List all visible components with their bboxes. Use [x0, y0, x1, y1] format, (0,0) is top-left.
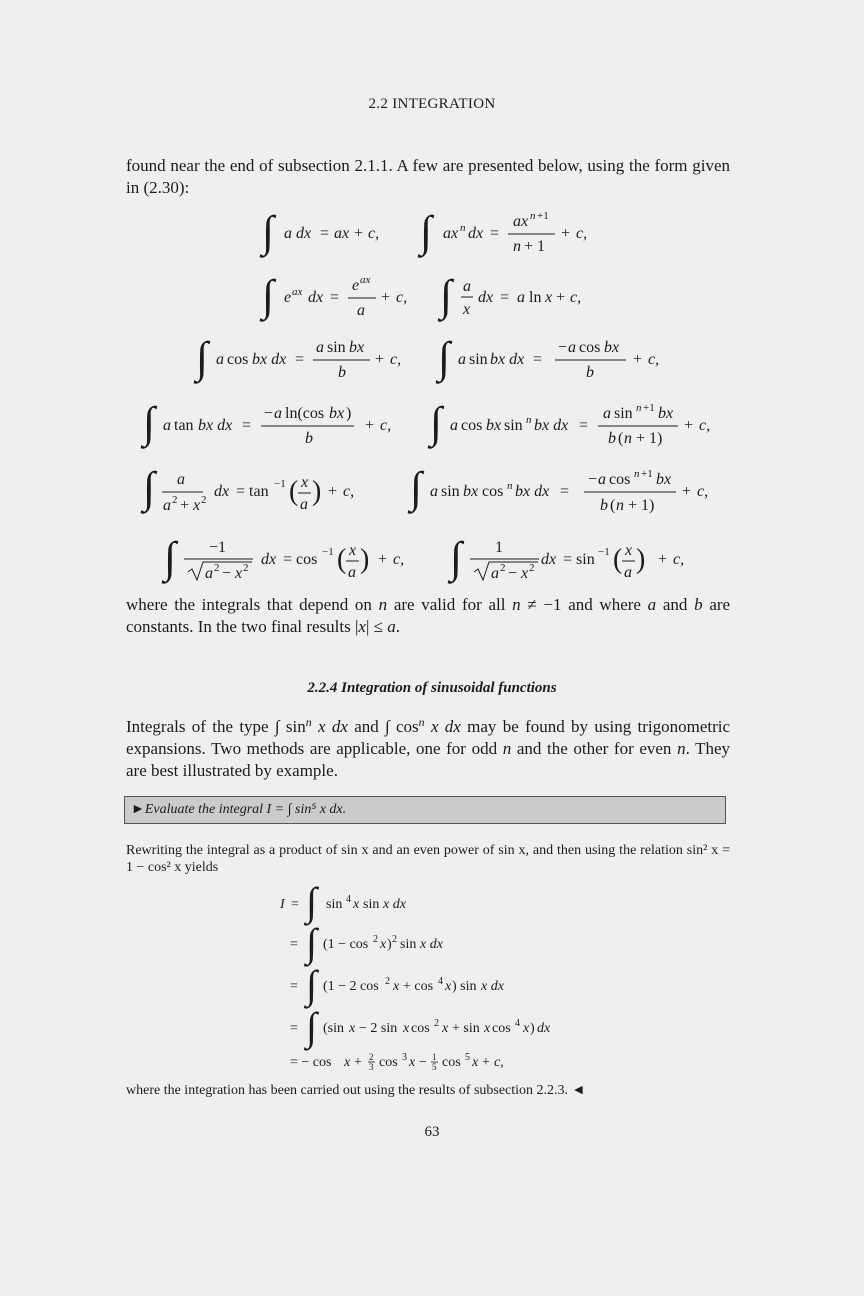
svg-text:∫: ∫ [143, 463, 156, 512]
svg-text:2: 2 [172, 494, 178, 506]
rewrite-explanation: Rewriting the integral as a product of sin x and an even power of sin x, and then using the relation sin² x = 1 − cos² x yields [126, 843, 730, 875]
integral-3 [259, 271, 407, 322]
svg-text:bx: bx [656, 471, 672, 488]
svg-text:ax: ax [360, 274, 371, 286]
svg-text:dx: dx [261, 551, 277, 568]
svg-text:c,: c, [380, 417, 392, 434]
svg-text:(: ( [289, 476, 299, 507]
svg-text:sin: sin [469, 351, 488, 368]
svg-text:dx: dx [478, 289, 494, 306]
svg-text:−1: −1 [274, 478, 286, 490]
page-number: 63 [424, 1124, 440, 1140]
svg-text:x: x [380, 937, 387, 952]
svg-text:a: a [430, 483, 438, 500]
svg-text:a: a [603, 405, 611, 422]
svg-text:dx: dx [537, 1021, 551, 1036]
svg-text:x: x [393, 979, 400, 994]
svg-text:x: x [523, 1021, 530, 1036]
svg-text:cos: cos [379, 1055, 398, 1070]
svg-text:a: a [163, 417, 171, 434]
svg-text:cos: cos [609, 471, 631, 488]
svg-text:+1: +1 [643, 402, 655, 414]
svg-text:x: x [403, 1021, 410, 1036]
svg-text:a: a [624, 564, 632, 581]
svg-text:2: 2 [434, 1018, 439, 1029]
svg-text:x: x [442, 1021, 449, 1036]
svg-text:) sin: ) sin [452, 979, 477, 994]
svg-text:=: = [330, 289, 340, 306]
svg-text:−: − [264, 405, 274, 422]
svg-text:+: + [482, 1055, 490, 1070]
svg-text:a: a [163, 497, 171, 514]
svg-text:ln(cos: ln(cos [285, 405, 325, 422]
svg-text:+: + [682, 483, 692, 500]
svg-text:bx: bx [463, 483, 479, 500]
svg-text:tan: tan [174, 417, 194, 434]
svg-text:dx: dx [541, 551, 557, 568]
svg-text:c,: c, [390, 351, 402, 368]
svg-text:sin: sin [400, 937, 417, 952]
svg-text:= − cos: = − cos [290, 1055, 332, 1070]
svg-text:∫: ∫ [440, 271, 453, 320]
svg-text:a: a [357, 302, 365, 319]
svg-text:cos: cos [461, 417, 483, 434]
svg-text:x: x [521, 565, 529, 582]
svg-text:2: 2 [385, 976, 390, 987]
example-prompt-box [124, 796, 726, 824]
svg-text:a: a [216, 351, 224, 368]
running-header: 2.2 INTEGRATION [368, 96, 496, 112]
svg-text:x: x [344, 1055, 351, 1070]
svg-text:∫: ∫ [306, 1004, 317, 1049]
svg-text:cos: cos [411, 1021, 430, 1036]
svg-text:+: + [354, 225, 364, 242]
svg-text:2: 2 [201, 494, 207, 506]
svg-text:a: a [205, 565, 213, 582]
svg-text:+1: +1 [537, 210, 549, 222]
svg-text:= cos: = cos [283, 551, 318, 568]
svg-text:a: a [177, 471, 185, 488]
svg-text:∫: ∫ [262, 271, 275, 320]
svg-text:c,: c, [393, 551, 405, 568]
sinusoidal-intro-paragraph: Integrals of the type ∫ $\sin^n x$ dx and ∫ $\cos^n x$ dx may be found by using trigonometric expansions. Two methods are applicable, one for odd n and the other for even n. They are best illustrated by example. [126, 715, 731, 780]
svg-text:sin: sin [363, 897, 380, 912]
svg-text:=: = [500, 289, 510, 306]
svg-text:+: + [556, 289, 566, 306]
svg-text:n: n [634, 468, 640, 480]
svg-text:− 2 sin: − 2 sin [359, 1021, 398, 1036]
svg-text:2: 2 [243, 562, 249, 574]
svg-text:b: b [600, 497, 608, 514]
svg-text:x: x [193, 497, 201, 514]
svg-text:∫: ∫ [450, 533, 463, 582]
svg-text:2: 2 [373, 934, 378, 945]
svg-text:∫: ∫ [438, 333, 451, 382]
svg-text:): ) [312, 476, 322, 507]
svg-text:c,: c, [570, 289, 582, 306]
svg-text:=: = [490, 225, 500, 242]
svg-text:2: 2 [392, 934, 397, 945]
svg-text:+: + [365, 417, 375, 434]
svg-text:): ) [636, 544, 646, 575]
svg-text:x dx: x dx [383, 897, 406, 912]
svg-text:2: 2 [500, 562, 506, 574]
svg-text:cos: cos [442, 1055, 461, 1070]
svg-text:+1: +1 [641, 468, 653, 480]
integral-9 [140, 463, 354, 514]
svg-text:=: = [295, 351, 305, 368]
result-explanation: where the integration has been carried out using the results of subsection 2.2.3. ◄ [126, 1083, 586, 1098]
svg-text:c,: c, [699, 417, 711, 434]
svg-text:e: e [284, 289, 292, 306]
svg-text:bx dx: bx dx [252, 351, 287, 368]
integral-7 [140, 398, 391, 449]
svg-text:b: b [586, 364, 594, 381]
svg-text:c,: c, [576, 225, 588, 242]
svg-text:bx: bx [329, 405, 345, 422]
svg-text:(1 − 2 cos: (1 − 2 cos [323, 979, 379, 994]
svg-text:x: x [463, 301, 471, 318]
svg-text:=: = [320, 225, 330, 242]
svg-text:4: 4 [515, 1018, 520, 1029]
svg-text:x: x [301, 474, 309, 491]
svg-text:1: 1 [495, 539, 503, 556]
svg-text:∫: ∫ [306, 920, 317, 965]
svg-text:=: = [290, 937, 298, 952]
svg-text:x dx: x dx [481, 979, 504, 994]
svg-text:= tan: = tan [236, 483, 269, 500]
svg-text:+: + [633, 351, 643, 368]
svg-text:ax: ax [513, 213, 529, 230]
svg-text:n: n [530, 210, 536, 222]
svg-text:−1: −1 [322, 546, 334, 558]
svg-text:n: n [624, 430, 632, 447]
svg-text:c,: c, [368, 225, 380, 242]
svg-text:x: x [472, 1055, 479, 1070]
svg-text:a dx: a dx [284, 225, 312, 242]
svg-text:bx: bx [658, 405, 674, 422]
svg-text:n: n [460, 222, 466, 234]
svg-text:=: = [560, 483, 570, 500]
svg-text:x: x [445, 979, 452, 994]
svg-text:x: x [349, 542, 357, 559]
svg-text:bx dx: bx dx [490, 351, 525, 368]
svg-text:3: 3 [402, 1052, 407, 1063]
svg-text:n: n [636, 402, 642, 414]
svg-text:∫: ∫ [164, 533, 177, 582]
svg-text:a: a [568, 339, 576, 356]
svg-text:+: + [378, 551, 388, 568]
derivation-line-5 [290, 1052, 504, 1072]
svg-text:+ cos: + cos [403, 979, 434, 994]
integral-12 [447, 533, 684, 584]
integral-11 [161, 533, 404, 584]
svg-text:bx dx: bx dx [534, 417, 569, 434]
svg-text:c,: c, [673, 551, 685, 568]
svg-text:e: e [352, 277, 360, 294]
integral-5 [193, 333, 401, 384]
derivation-line-1 [279, 879, 407, 926]
svg-text:∫: ∫ [420, 207, 433, 256]
svg-text:5: 5 [432, 1062, 437, 1072]
svg-text:−: − [222, 565, 232, 582]
svg-text:∫: ∫ [196, 333, 209, 382]
svg-text:ax: ax [292, 286, 303, 298]
svg-text:n: n [507, 480, 513, 492]
svg-text:c,: c, [396, 289, 408, 306]
integral-10 [407, 463, 708, 514]
svg-text:bx: bx [486, 417, 502, 434]
integral-6 [435, 333, 659, 384]
svg-text:n: n [526, 414, 532, 426]
svg-text:+ 1): + 1) [628, 497, 655, 514]
svg-text:x dx: x dx [420, 937, 443, 952]
integral-4 [437, 271, 581, 322]
svg-text:+ 1): + 1) [636, 430, 663, 447]
svg-text:c,: c, [343, 483, 355, 500]
svg-text:a: a [316, 339, 324, 356]
svg-text:2: 2 [214, 562, 220, 574]
svg-text:+: + [328, 483, 338, 500]
svg-text:n: n [513, 238, 521, 255]
svg-text:b: b [338, 364, 346, 381]
svg-text:x: x [484, 1021, 491, 1036]
svg-text:=: = [533, 351, 543, 368]
svg-text:=: = [291, 897, 299, 912]
svg-text:dx: dx [214, 483, 230, 500]
svg-text:= sin: = sin [563, 551, 595, 568]
svg-text:x: x [235, 565, 243, 582]
svg-text:+ 1: + 1 [524, 238, 546, 255]
svg-text:(: ( [613, 544, 623, 575]
svg-text:): ) [360, 544, 370, 575]
svg-text:−: − [588, 471, 598, 488]
svg-text:(: ( [618, 430, 624, 447]
svg-text:c,: c, [648, 351, 660, 368]
svg-text:a: a [517, 289, 525, 306]
svg-text:−1: −1 [209, 539, 227, 556]
svg-text:+: + [658, 551, 668, 568]
svg-text:∫: ∫ [143, 398, 156, 447]
svg-text:=: = [290, 1021, 298, 1036]
intro-paragraph: found near the end of subsection 2.1.1. A few are presented below, using the form given in (2.30): [126, 156, 730, 197]
svg-text:a: a [463, 278, 471, 295]
svg-text:−: − [558, 339, 568, 356]
svg-text:cos: cos [482, 483, 504, 500]
svg-text:+: + [354, 1055, 362, 1070]
svg-text:+: + [561, 225, 571, 242]
svg-text:c,: c, [697, 483, 709, 500]
svg-text:b: b [305, 430, 313, 447]
svg-text:c,: c, [494, 1055, 504, 1070]
svg-text:x: x [409, 1055, 416, 1070]
svg-text:+: + [375, 351, 385, 368]
svg-text:): ) [387, 937, 392, 952]
example-prompt: ►Evaluate the integral I = ∫ sin⁵ x dx. [131, 802, 347, 817]
svg-text:∫: ∫ [262, 207, 275, 256]
svg-text:a: a [491, 565, 499, 582]
svg-text:a: a [348, 564, 356, 581]
svg-text:ax: ax [443, 225, 459, 242]
svg-text:bx dx: bx dx [515, 483, 550, 500]
svg-text:=: = [579, 417, 589, 434]
svg-text:n: n [616, 497, 624, 514]
svg-text:∫: ∫ [306, 879, 317, 924]
svg-text:=: = [290, 979, 298, 994]
svg-text:(1 − cos: (1 − cos [323, 937, 369, 952]
svg-text:4: 4 [346, 894, 351, 905]
svg-text:x: x [545, 289, 553, 306]
svg-text:=: = [242, 417, 252, 434]
svg-text:(sin: (sin [323, 1021, 344, 1036]
svg-text:cos: cos [492, 1021, 511, 1036]
svg-text:b: b [608, 430, 616, 447]
svg-text:+: + [180, 497, 190, 514]
svg-text:): ) [346, 405, 352, 422]
svg-text:I: I [280, 897, 285, 912]
svg-text:sin: sin [441, 483, 460, 500]
svg-text:x: x [349, 1021, 356, 1036]
svg-text:∫: ∫ [430, 398, 443, 447]
integral-1 [259, 207, 379, 258]
derivation-line-2 [290, 920, 444, 967]
svg-text:2: 2 [369, 1052, 374, 1062]
svg-text:bx: bx [604, 339, 620, 356]
integral-8 [427, 398, 710, 449]
svg-text:∫: ∫ [306, 962, 317, 1007]
svg-text:1: 1 [432, 1052, 437, 1062]
svg-text:sin: sin [614, 405, 633, 422]
svg-text:a: a [598, 471, 606, 488]
svg-text:cos: cos [227, 351, 249, 368]
svg-text:3: 3 [369, 1062, 374, 1072]
svg-text:a: a [300, 496, 308, 513]
svg-text:): ) [530, 1021, 535, 1036]
svg-text:(: ( [337, 544, 347, 575]
svg-text:−: − [508, 565, 518, 582]
svg-text:−: − [419, 1055, 427, 1070]
svg-text:cos: cos [579, 339, 601, 356]
svg-text:+: + [381, 289, 391, 306]
svg-text:bx: bx [349, 339, 365, 356]
svg-text:sin: sin [504, 417, 523, 434]
constants-note: where the integrals that depend on n are valid for all n ≠ −1 and where a and b are constants. In the two final results |x| ≤ a. [126, 595, 731, 636]
svg-text:a: a [450, 417, 458, 434]
svg-text:x: x [625, 542, 633, 559]
integral-2 [417, 207, 587, 258]
derivation-line-4 [290, 1004, 551, 1051]
svg-text:ln: ln [529, 289, 542, 306]
svg-text:dx: dx [308, 289, 324, 306]
svg-text:a: a [458, 351, 466, 368]
svg-text:ax: ax [334, 225, 350, 242]
svg-text:−1: −1 [598, 546, 610, 558]
svg-text:sin: sin [327, 339, 346, 356]
svg-text:∫: ∫ [410, 463, 423, 512]
svg-text:4: 4 [438, 976, 443, 987]
svg-text:bx dx: bx dx [198, 417, 233, 434]
svg-text:a: a [274, 405, 282, 422]
svg-text:dx: dx [468, 225, 484, 242]
svg-text:sin: sin [326, 897, 343, 912]
svg-text:(: ( [610, 497, 616, 514]
section-heading: 2.2.4 Integration of sinusoidal functions [307, 680, 557, 696]
svg-text:2: 2 [529, 562, 535, 574]
svg-text:+: + [684, 417, 694, 434]
svg-text:x: x [353, 897, 360, 912]
svg-text:5: 5 [465, 1052, 470, 1063]
derivation-line-3 [290, 962, 505, 1009]
svg-text:+ sin: + sin [452, 1021, 480, 1036]
